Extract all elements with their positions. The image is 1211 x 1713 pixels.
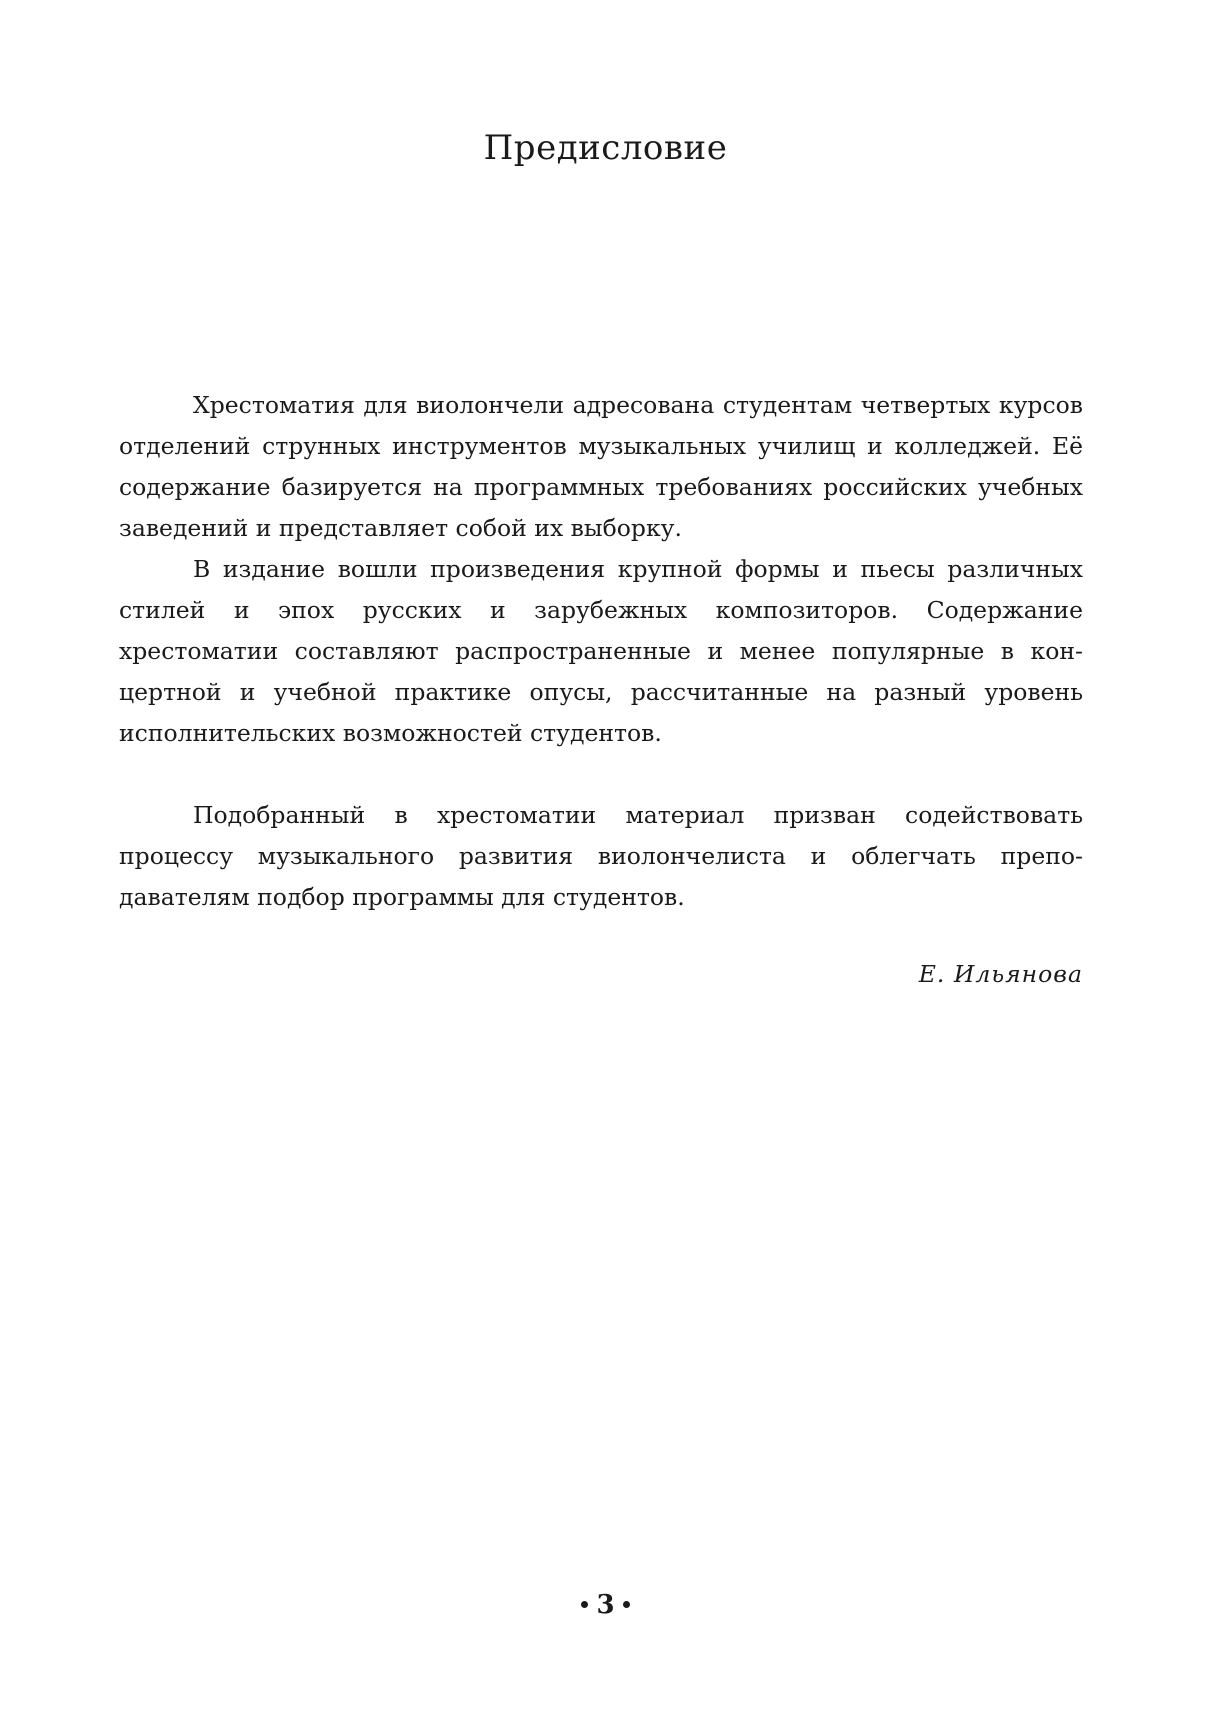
bullet-left-icon	[581, 1601, 588, 1608]
page-title: Предисловие	[483, 128, 728, 168]
page-number: 3	[596, 1590, 615, 1620]
paragraph-1: Хрестоматия для виолончели адресована студентам четвертых курсов отделений струнных инструментов музыкальных училищ и колледжей. Её содержание базируется на программных требованиях российских учебных заведений и представляет собой их выборку.	[119, 391, 1083, 542]
bullet-right-icon	[623, 1601, 630, 1608]
author-signature: Е. Ильянова	[918, 960, 1083, 988]
preface-body	[119, 385, 1083, 918]
paragraph-2: В издание вошли произведения крупной формы и пьесы различных стилей и эпох русских и зарубежных композиторов. Содержание хрестоматии составляют распространенные и менее популярные в концертной и учебной практике опусы, рассчитанные на разный уровень исполнительских возможностей студентов.	[119, 555, 1083, 747]
paragraph-3: Подобранный в хрестоматии материал призван содействовать процессу музыкального развития виолончелиста и облегчать преподавателям подбор программы для студентов.	[119, 801, 1083, 911]
page-number-footer	[0, 1590, 1211, 1620]
